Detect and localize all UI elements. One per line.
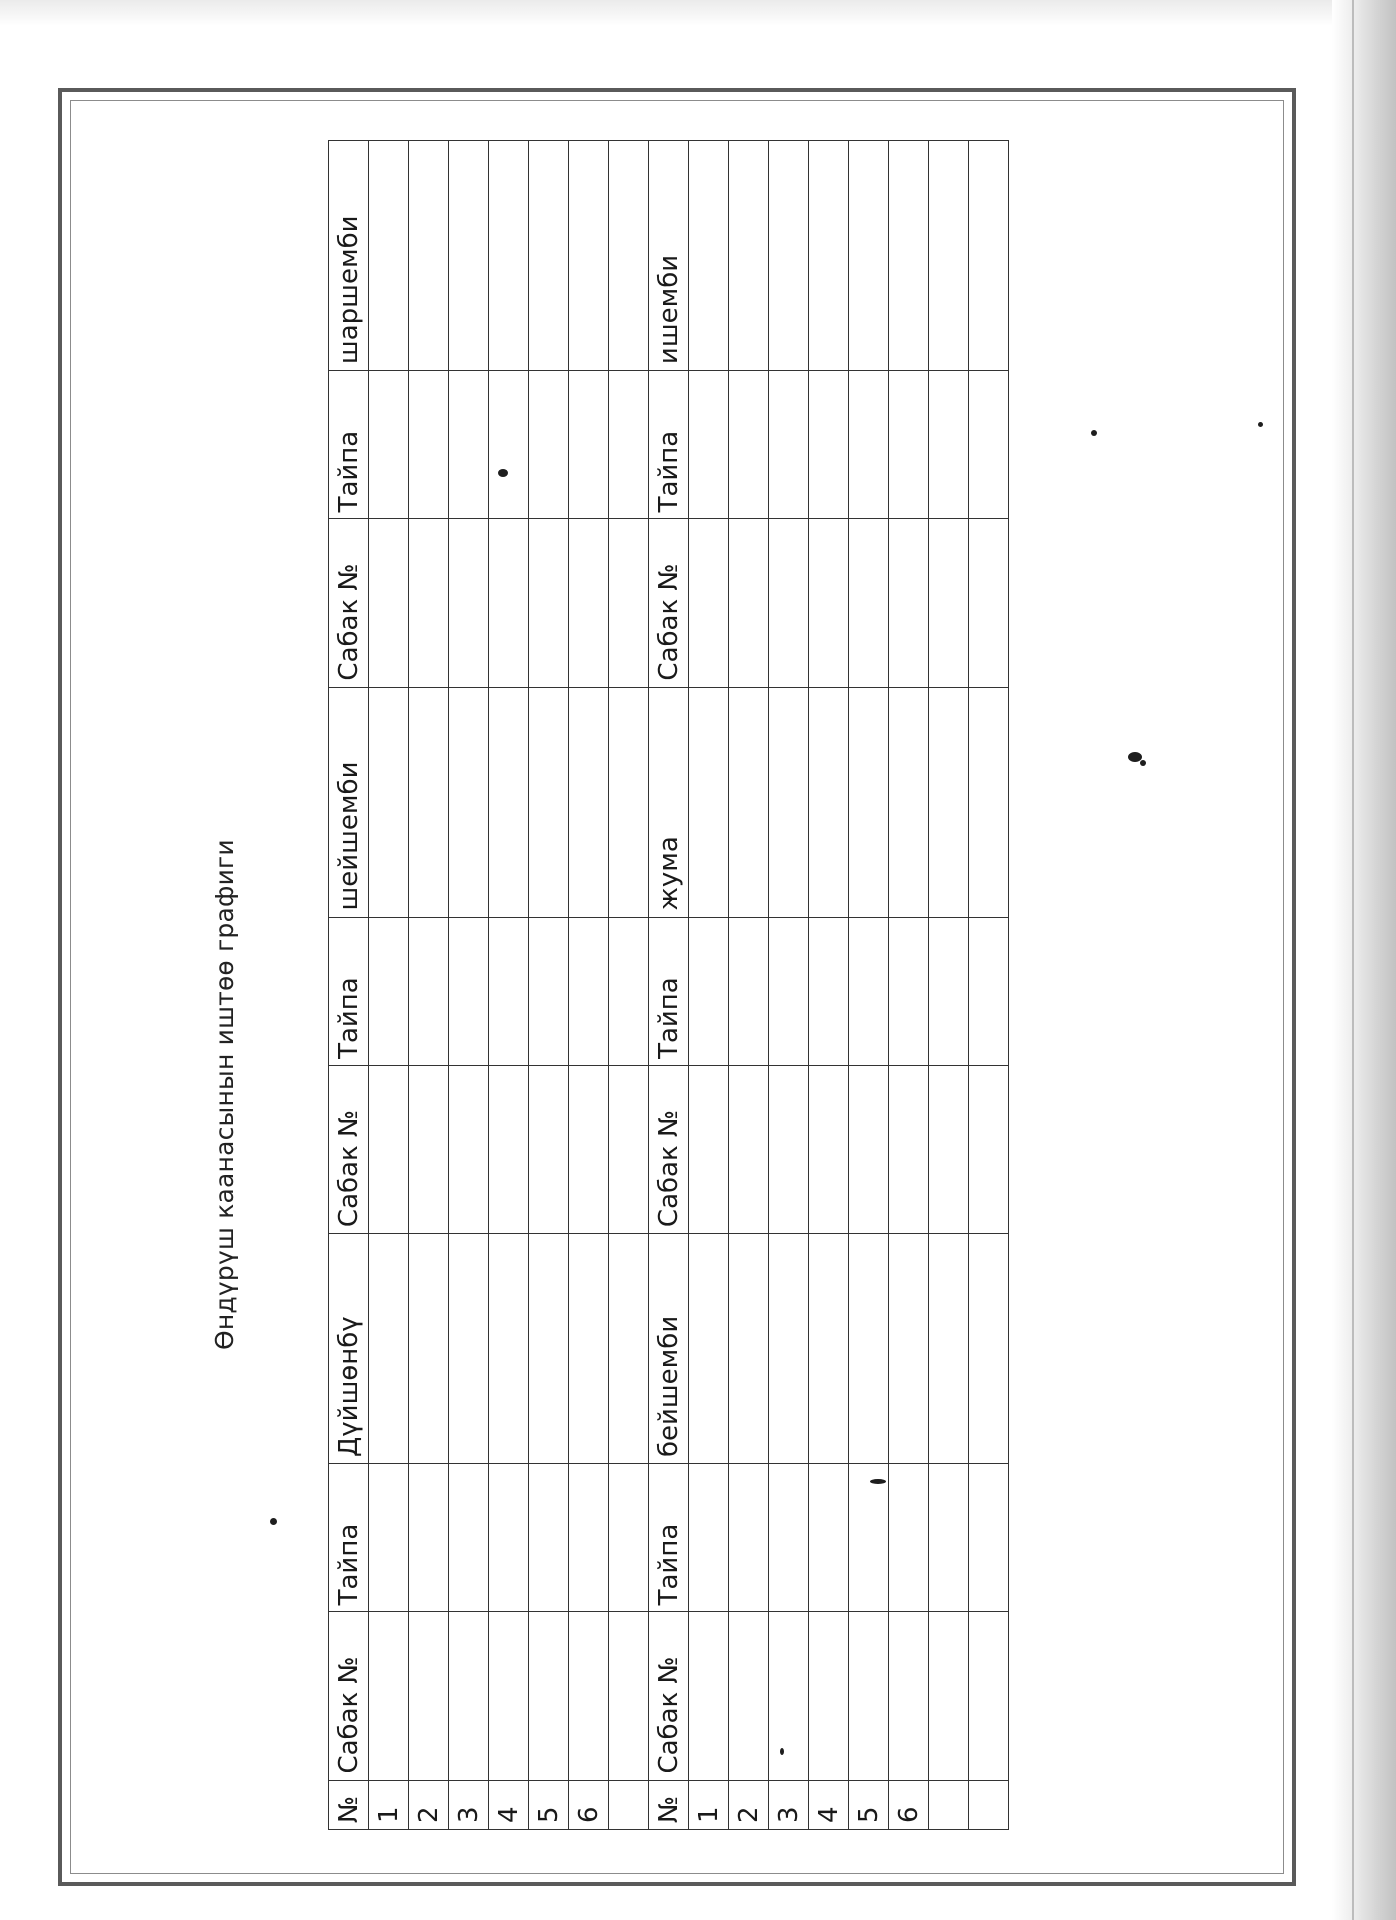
table-cell (849, 141, 889, 371)
table-cell (369, 917, 409, 1065)
table-cell (929, 519, 969, 687)
table-row (689, 141, 729, 1830)
table-cell (689, 1065, 729, 1233)
header-cell-wednesday: шаршемби (329, 141, 369, 371)
table-cell (369, 1234, 409, 1464)
table-cell (689, 917, 729, 1065)
table-cell (409, 1065, 449, 1233)
table-cell (489, 371, 529, 519)
table-cell (369, 141, 409, 371)
table-cell (849, 1464, 889, 1612)
table-row (849, 141, 889, 1830)
header-cell-group: Тайпа (329, 371, 369, 519)
table-cell (809, 917, 849, 1065)
table-cell (809, 1234, 849, 1464)
table-header-row-top (329, 141, 369, 1830)
header-cell-group: Тайпа (649, 917, 689, 1065)
row-number (969, 1780, 1009, 1829)
table-cell (449, 519, 489, 687)
table-cell (409, 917, 449, 1065)
table-cell (489, 1234, 529, 1464)
table-cell (489, 1464, 529, 1612)
row-number: 2 (729, 1780, 769, 1829)
row-number: 5 (529, 1780, 569, 1829)
table-cell (369, 687, 409, 917)
table-cell (969, 1234, 1009, 1464)
table-cell (449, 371, 489, 519)
table-cell (529, 1234, 569, 1464)
header-cell-tuesday: шейшемби (329, 687, 369, 917)
header-cell-lesson-no: Сабак № (329, 519, 369, 687)
table-row (809, 141, 849, 1830)
table-cell (969, 1464, 1009, 1612)
scan-speck (498, 469, 508, 477)
table-cell (569, 917, 609, 1065)
table-cell (849, 687, 889, 917)
table-cell (729, 1065, 769, 1233)
table-cell (969, 141, 1009, 371)
table-cell (809, 141, 849, 371)
scan-page-edge (1332, 0, 1396, 1920)
table-cell (449, 917, 489, 1065)
table-cell (609, 1065, 649, 1233)
table-cell (529, 687, 569, 917)
table-cell (889, 1234, 929, 1464)
table-cell (569, 141, 609, 371)
table-cell (729, 371, 769, 519)
table-row (489, 141, 529, 1830)
table-cell (889, 1464, 929, 1612)
table-cell (929, 1234, 969, 1464)
header-cell-lesson-no: Сабак № (649, 1612, 689, 1780)
row-number: 5 (849, 1780, 889, 1829)
table-cell (529, 917, 569, 1065)
table-cell (929, 687, 969, 917)
table-cell (569, 1234, 609, 1464)
table-cell (609, 141, 649, 371)
table-cell (809, 519, 849, 687)
table-row (529, 141, 569, 1830)
table-cell (609, 371, 649, 519)
table-cell (729, 1464, 769, 1612)
table-row (769, 141, 809, 1830)
table-cell (849, 1234, 889, 1464)
header-cell-no: № (649, 1780, 689, 1829)
table-cell (969, 687, 1009, 917)
table-cell (769, 1464, 809, 1612)
table-cell (449, 1612, 489, 1780)
table-cell (569, 1464, 609, 1612)
table-cell (689, 687, 729, 917)
table-cell (729, 1612, 769, 1780)
table-row (929, 141, 969, 1830)
table-row (889, 141, 929, 1830)
scan-speck (1140, 760, 1146, 766)
table-cell (889, 687, 929, 917)
table-cell (689, 141, 729, 371)
table-cell (409, 519, 449, 687)
table-cell (849, 519, 889, 687)
table-cell (409, 1612, 449, 1780)
table-row (409, 141, 449, 1830)
table-cell (449, 1464, 489, 1612)
header-cell-sunday: ишемби (649, 141, 689, 371)
header-cell-no: № (329, 1780, 369, 1829)
table-cell (769, 1612, 809, 1780)
header-cell-group: Тайпа (649, 371, 689, 519)
table-row (569, 141, 609, 1830)
table-cell (889, 1612, 929, 1780)
table-cell (529, 1065, 569, 1233)
table-cell (689, 1612, 729, 1780)
table-cell (689, 371, 729, 519)
row-number: 6 (569, 1780, 609, 1829)
scan-speck (270, 1518, 277, 1525)
table-cell (729, 519, 769, 687)
table-cell (809, 1612, 849, 1780)
scan-speck (870, 1479, 886, 1484)
table-cell (889, 371, 929, 519)
table-cell (689, 519, 729, 687)
table-cell (369, 1065, 409, 1233)
table-cell (609, 1464, 649, 1612)
table-row (609, 141, 649, 1830)
row-number: 6 (889, 1780, 929, 1829)
table-cell (889, 141, 929, 371)
table-cell (409, 371, 449, 519)
table-cell (449, 141, 489, 371)
document-title: Өндүрүш каанасынын иштөө графиги (210, 839, 239, 1350)
table-cell (369, 1464, 409, 1612)
table-cell (569, 1065, 609, 1233)
table-cell (529, 1612, 569, 1780)
table-cell (849, 1065, 889, 1233)
header-cell-friday: жума (649, 687, 689, 917)
table-cell (729, 1234, 769, 1464)
table-cell (609, 917, 649, 1065)
table-cell (849, 1612, 889, 1780)
rotated-landscape-content (210, 130, 1128, 1830)
table-cell (489, 687, 529, 917)
table-cell (769, 687, 809, 917)
table-cell (729, 687, 769, 917)
table-cell (369, 519, 409, 687)
table-cell (369, 1612, 409, 1780)
table-cell (689, 1234, 729, 1464)
table-cell (889, 1065, 929, 1233)
scan-speck (1091, 430, 1097, 436)
table-cell (929, 1464, 969, 1612)
header-cell-lesson-no: Сабак № (649, 1065, 689, 1233)
table-cell (489, 519, 529, 687)
table-cell (889, 917, 929, 1065)
table-row (449, 141, 489, 1830)
table-cell (769, 1065, 809, 1233)
table-cell (529, 519, 569, 687)
row-number (609, 1780, 649, 1829)
table-row (969, 141, 1009, 1830)
row-number: 3 (449, 1780, 489, 1829)
table-cell (769, 1234, 809, 1464)
header-cell-lesson-no: Сабак № (329, 1065, 369, 1233)
table-cell (969, 1612, 1009, 1780)
table-cell (489, 1612, 529, 1780)
table-cell (569, 1612, 609, 1780)
row-number (929, 1780, 969, 1829)
scan-speck (1258, 422, 1263, 427)
header-cell-monday: Дүйшөнбү (329, 1234, 369, 1464)
table-cell (809, 371, 849, 519)
table-cell (729, 141, 769, 371)
row-number: 4 (809, 1780, 849, 1829)
table-cell (529, 141, 569, 371)
table-cell (889, 519, 929, 687)
scan-speck (780, 1748, 784, 1755)
scan-top-shadow (0, 0, 1396, 26)
table-cell (929, 917, 969, 1065)
table-header-row-bottom (649, 141, 689, 1830)
schedule-table (328, 140, 1009, 1830)
table-cell (969, 1065, 1009, 1233)
table-cell (449, 1065, 489, 1233)
table-row (369, 141, 409, 1830)
table-cell (929, 1065, 969, 1233)
table-cell (809, 1464, 849, 1612)
table-cell (609, 687, 649, 917)
table-cell (689, 1464, 729, 1612)
header-cell-lesson-no: Сабак № (649, 519, 689, 687)
row-number: 1 (689, 1780, 729, 1829)
table-cell (409, 1234, 449, 1464)
table-cell (809, 1065, 849, 1233)
table-cell (569, 687, 609, 917)
table-cell (969, 371, 1009, 519)
header-cell-group: Тайпа (649, 1464, 689, 1612)
table-cell (929, 371, 969, 519)
table-cell (369, 371, 409, 519)
table-cell (409, 141, 449, 371)
row-number: 3 (769, 1780, 809, 1829)
table-cell (569, 519, 609, 687)
table-cell (489, 141, 529, 371)
table-cell (409, 687, 449, 917)
table-cell (769, 371, 809, 519)
table-cell (609, 1234, 649, 1464)
table-cell (449, 687, 489, 917)
table-cell (609, 1612, 649, 1780)
header-cell-group: Тайпа (329, 1464, 369, 1612)
table-cell (849, 917, 889, 1065)
table-cell (449, 1234, 489, 1464)
table-cell (769, 519, 809, 687)
table-cell (929, 1612, 969, 1780)
row-number: 4 (489, 1780, 529, 1829)
table-cell (969, 917, 1009, 1065)
table-cell (529, 371, 569, 519)
table-cell (569, 371, 609, 519)
table-cell (969, 519, 1009, 687)
table-cell (729, 917, 769, 1065)
table-cell (609, 519, 649, 687)
table-cell (769, 917, 809, 1065)
table-cell (929, 141, 969, 371)
table-row (729, 141, 769, 1830)
header-cell-thursday: бейшемби (649, 1234, 689, 1464)
table-cell (529, 1464, 569, 1612)
table-cell (809, 687, 849, 917)
table-cell (409, 1464, 449, 1612)
header-cell-group: Тайпа (329, 917, 369, 1065)
header-cell-lesson-no: Сабак № (329, 1612, 369, 1780)
row-number: 1 (369, 1780, 409, 1829)
table-cell (489, 917, 529, 1065)
table-cell (489, 1065, 529, 1233)
table-cell (849, 371, 889, 519)
row-number: 2 (409, 1780, 449, 1829)
table-cell (769, 141, 809, 371)
